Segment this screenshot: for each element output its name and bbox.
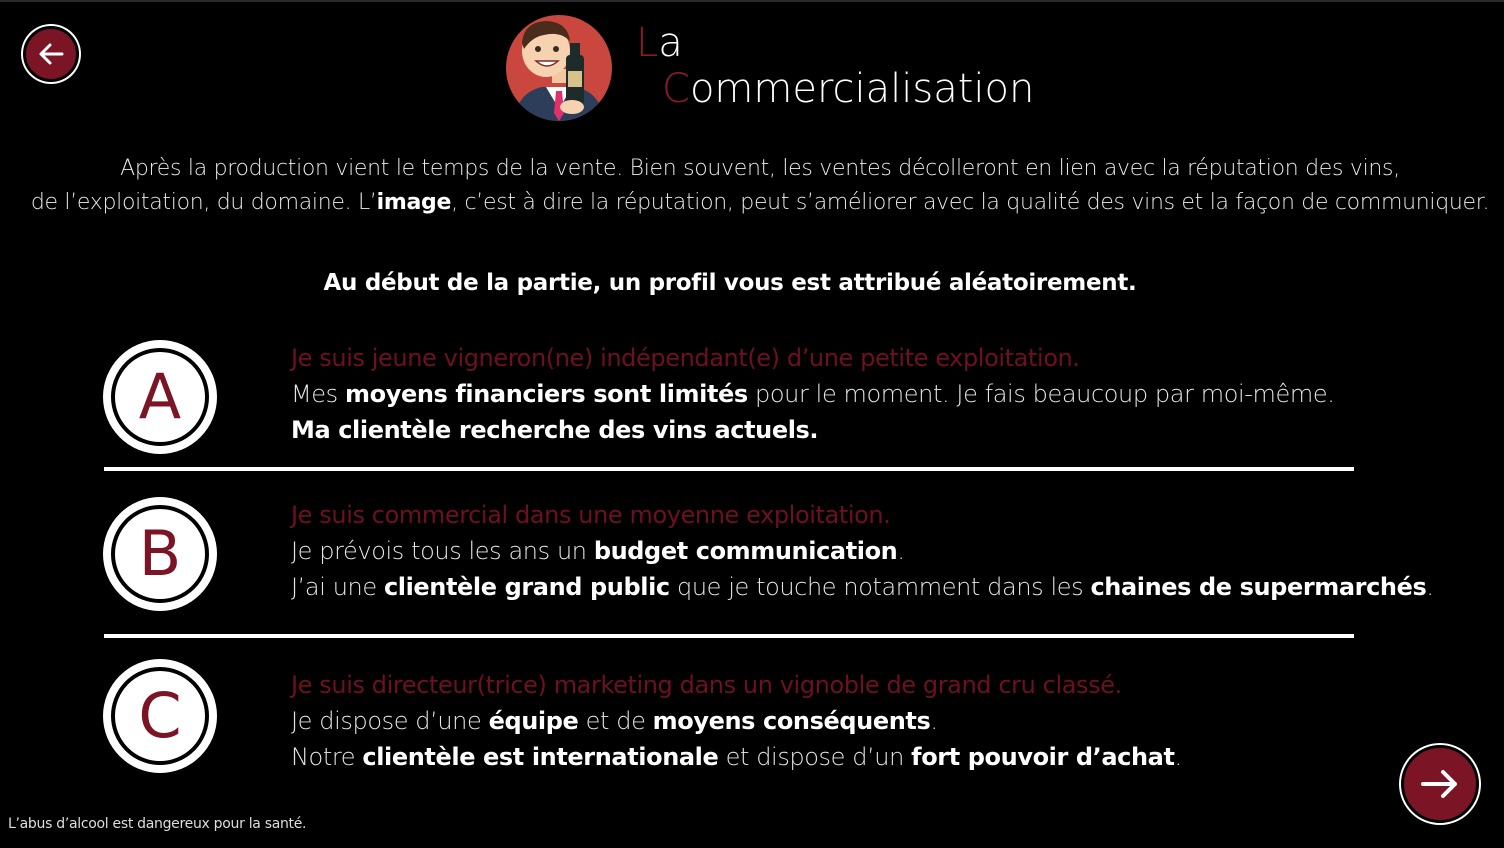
page-title: La Commercialisation — [636, 20, 1035, 112]
profile-a-badge: A — [103, 340, 217, 454]
arrow-right-icon — [1418, 762, 1462, 806]
intro-text: Après la production vient le temps de la vente. Bien souvent, les ventes décolleront en lien avec la réputation des vins, de l’exploitation, du domaine. L’image, c’est à dire la réputation, peut s’améliorer avec la qualité des vins et la façon de communiquer. — [30, 156, 1490, 215]
profile-b-description: Je suis commercial dans une moyenne exploitation. Je prévois tous les ans un budget communication. J’ai une clientèle grand public que je touche notamment dans les chaines de supermarchés. — [291, 501, 1434, 601]
profile-b-badge: B — [103, 497, 217, 611]
health-warning: L’abus d’alcool est dangereux pour la santé. — [8, 816, 307, 832]
profile-a-description: Je suis jeune vigneron(ne) indépendant(e) d’une petite exploitation. Mes moyens financiers sont limités pour le moment. Je fais beaucoup par moi-même. Ma clientèle recherche des vins actuels. — [291, 344, 1335, 444]
lead-text: Au début de la partie, un profil vous est attribué aléatoirement. — [323, 270, 1137, 296]
divider — [104, 467, 1354, 471]
top-border — [0, 0, 1504, 2]
arrow-left-icon — [36, 39, 66, 69]
divider — [104, 634, 1354, 638]
wine-seller-avatar-icon — [504, 13, 614, 123]
profile-c-badge: C — [103, 659, 217, 773]
profile-c-description: Je suis directeur(trice) marketing dans un vignoble de grand cru classé. Je dispose d’une équipe et de moyens conséquents. Notre clientèle est internationale et dispose d’un fort pouvoir d’achat. — [291, 671, 1182, 771]
next-button[interactable] — [1401, 745, 1479, 823]
back-button[interactable] — [23, 26, 79, 82]
